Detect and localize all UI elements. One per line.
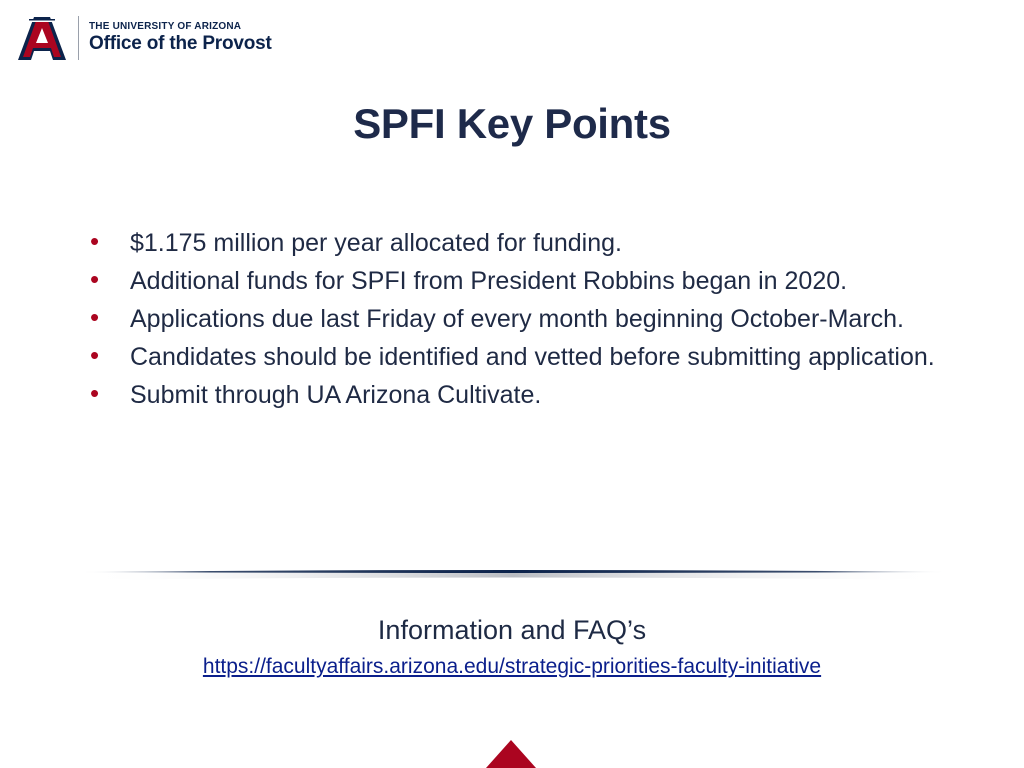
list-item bbox=[90, 226, 940, 260]
logo-divider bbox=[78, 16, 79, 60]
logo-text bbox=[89, 21, 272, 55]
university-a-logo-icon bbox=[16, 14, 68, 62]
bullet-text: Additional funds for SPFI from President Robbins began in 2020. bbox=[130, 267, 848, 295]
info-faq-label: Information and FAQ’s bbox=[377, 615, 647, 645]
logo-office-name: Office of the Provost bbox=[89, 33, 272, 54]
bullet-text: Applications due last Friday of every month beginning October-March. bbox=[130, 305, 904, 333]
list-item bbox=[90, 340, 940, 374]
slide-title: SPFI Key Points bbox=[353, 100, 671, 147]
logo-university-name: THE UNIVERSITY OF ARIZONA bbox=[89, 21, 242, 32]
bullet-icon: • bbox=[90, 226, 100, 256]
faculty-initiative-link[interactable]: https://facultyaffairs.arizona.edu/strategic-priorities-faculty-initiative bbox=[202, 655, 822, 678]
bullet-text: $1.175 million per year allocated for funding. bbox=[130, 229, 622, 257]
bullet-icon: • bbox=[90, 264, 100, 294]
provost-logo bbox=[16, 14, 272, 62]
red-triangle-decoration bbox=[486, 740, 536, 768]
list-item bbox=[90, 378, 940, 412]
bullet-icon: • bbox=[90, 378, 100, 408]
key-points-list bbox=[90, 226, 940, 416]
bullet-icon: • bbox=[90, 302, 100, 332]
list-item bbox=[90, 302, 940, 336]
bullet-text: Candidates should be identified and vetted before submitting application. bbox=[130, 343, 935, 371]
list-item bbox=[90, 264, 940, 298]
swoosh-divider bbox=[80, 566, 946, 582]
info-link-container bbox=[0, 655, 1024, 679]
bullet-text: Submit through UA Arizona Cultivate. bbox=[130, 381, 542, 409]
bullet-icon: • bbox=[90, 340, 100, 370]
